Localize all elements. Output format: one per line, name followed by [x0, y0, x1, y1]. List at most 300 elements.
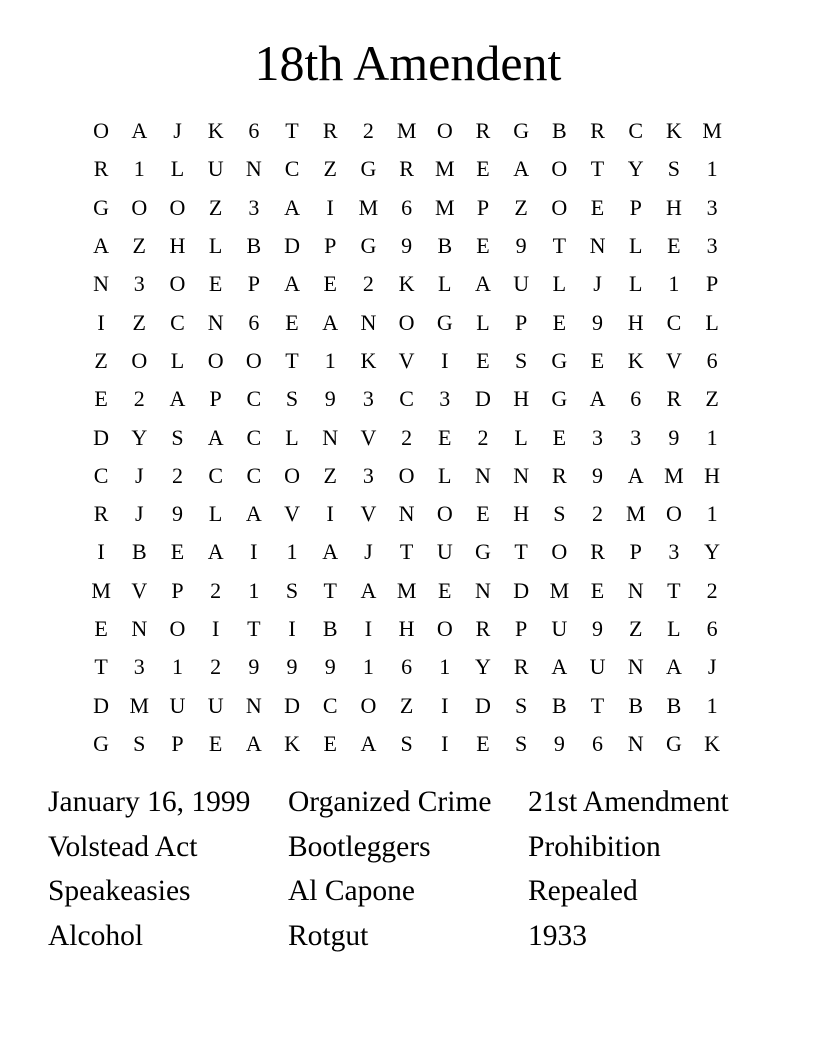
grid-letter: 1 — [439, 654, 451, 680]
grid-letter: G — [436, 309, 453, 335]
grid-letter: I — [364, 616, 373, 641]
grid-letter: 3 — [630, 424, 642, 450]
grid-letter: A — [360, 577, 377, 603]
grid-letter: J — [707, 654, 717, 680]
grid-letter: E — [170, 539, 185, 565]
grid-letter: E — [590, 194, 605, 220]
grid-letter: R — [475, 118, 491, 144]
grid-letter: O — [551, 539, 568, 565]
grid-letter: A — [245, 501, 262, 527]
grid-letter: M — [664, 462, 684, 488]
grid-letter: 2 — [362, 118, 374, 144]
grid-letter: M — [396, 577, 417, 603]
grid-letter: R — [322, 118, 338, 144]
letter-grid — [82, 112, 732, 763]
grid-letter: Z — [132, 309, 146, 335]
grid-letter: G — [360, 233, 377, 259]
grid-letter: O — [398, 462, 415, 488]
grid-letter: L — [667, 616, 681, 641]
grid-letter: P — [515, 616, 528, 641]
grid-letter: I — [441, 730, 449, 756]
grid-letter: T — [247, 616, 261, 641]
grid-letter: K — [284, 730, 300, 756]
grid-letter: 9 — [286, 654, 298, 680]
grid-letter: A — [169, 386, 186, 412]
grid-letter: A — [284, 194, 300, 220]
grid-letter: B — [552, 692, 567, 718]
grid-letter: D — [93, 424, 110, 450]
grid-letter: E — [323, 271, 337, 297]
grid-letter: P — [324, 233, 337, 259]
grid-letter: P — [476, 194, 490, 220]
grid-letter: E — [94, 616, 108, 641]
grid-letter: S — [171, 424, 184, 450]
grid-letter: Y — [475, 654, 491, 680]
grid-letter: P — [209, 386, 222, 412]
word-bank-item: 21st Amendment — [528, 786, 729, 818]
grid-letter: T — [285, 118, 299, 144]
grid-letter: P — [629, 194, 642, 220]
grid-letter: 9 — [553, 730, 565, 756]
grid-letter: C — [246, 424, 262, 450]
grid-letter: L — [552, 271, 567, 297]
word-bank-item: Prohibition — [528, 830, 661, 863]
grid-letter: A — [131, 118, 148, 144]
grid-letter: 3 — [706, 194, 718, 220]
grid-letter: H — [398, 616, 415, 641]
grid-letter: 6 — [401, 194, 413, 220]
grid-letter: Y — [131, 424, 148, 450]
grid-letter: 1 — [324, 347, 336, 373]
grid-letter: 2 — [210, 654, 222, 680]
word-bank — [48, 780, 788, 958]
grid-letter: O — [551, 156, 568, 182]
grid-letter: 1 — [171, 654, 183, 680]
grid-letter: R — [399, 156, 414, 182]
grid-letter: O — [169, 271, 186, 297]
grid-letter: R — [475, 616, 491, 641]
grid-letter: 1 — [706, 692, 718, 718]
grid-row — [82, 725, 732, 763]
grid-letter: B — [628, 692, 644, 718]
grid-row — [82, 610, 732, 648]
grid-letter: L — [170, 156, 185, 182]
grid-letter: T — [552, 233, 567, 259]
grid-letter: L — [208, 501, 223, 527]
grid-letter: Z — [705, 386, 719, 412]
grid-letter: Z — [208, 194, 223, 220]
grid-letter: O — [665, 501, 682, 527]
grid-letter: 9 — [401, 233, 413, 259]
grid-letter: 3 — [362, 386, 374, 412]
grid-row — [82, 342, 732, 380]
grid-letter: A — [475, 271, 491, 297]
grid-letter: M — [435, 156, 455, 182]
grid-letter: T — [590, 692, 605, 718]
grid-letter: I — [326, 501, 334, 527]
grid-letter: Z — [323, 462, 337, 488]
grid-letter: O — [93, 118, 110, 144]
grid-letter: E — [552, 424, 567, 450]
grid-letter: O — [245, 347, 262, 373]
word-bank-item: 1933 — [528, 919, 587, 952]
grid-letter: 9 — [592, 309, 604, 335]
grid-letter: A — [589, 386, 606, 412]
grid-letter: M — [625, 501, 646, 527]
grid-row — [82, 457, 732, 495]
grid-letter: G — [475, 539, 491, 565]
grid-row — [82, 189, 732, 227]
grid-letter: G — [513, 118, 530, 144]
grid-letter: V — [360, 501, 377, 527]
grid-letter: L — [170, 347, 185, 373]
grid-letter: A — [245, 730, 262, 756]
grid-letter: Z — [132, 233, 146, 259]
grid-letter: 1 — [286, 539, 298, 565]
grid-row — [82, 303, 732, 341]
grid-letter: G — [551, 386, 568, 412]
grid-letter: T — [323, 577, 337, 603]
grid-letter: T — [285, 347, 299, 373]
grid-letter: P — [705, 271, 719, 297]
grid-letter: H — [665, 194, 682, 220]
grid-letter: C — [666, 309, 682, 335]
grid-letter: O — [360, 692, 377, 718]
grid-letter: E — [476, 156, 490, 182]
grid-letter: 6 — [592, 730, 604, 756]
grid-letter: 1 — [706, 501, 718, 527]
grid-letter: H — [169, 233, 186, 259]
grid-letter: E — [285, 309, 299, 335]
grid-letter: 2 — [592, 501, 604, 527]
grid-letter: K — [704, 730, 721, 756]
grid-row — [82, 265, 732, 303]
grid-letter: R — [93, 501, 109, 527]
grid-letter: I — [211, 616, 220, 641]
grid-row — [82, 495, 732, 533]
grid-letter: M — [358, 194, 379, 220]
grid-letter: N — [627, 654, 644, 680]
grid-letter: 3 — [706, 233, 718, 259]
grid-letter: 9 — [171, 501, 183, 527]
grid-letter: O — [284, 462, 300, 488]
grid-letter: K — [398, 271, 415, 297]
grid-letter: 2 — [401, 424, 413, 450]
grid-letter: V — [131, 577, 148, 603]
word-bank-item: Volstead Act — [48, 830, 198, 863]
grid-letter: 2 — [133, 386, 145, 412]
grid-letter: O — [169, 616, 186, 641]
grid-letter: N — [398, 501, 415, 527]
grid-letter: C — [170, 309, 185, 335]
grid-letter: N — [627, 577, 644, 603]
grid-letter: 6 — [401, 654, 413, 680]
grid-letter: O — [436, 501, 453, 527]
word-bank-item: Al Capone — [288, 875, 415, 907]
grid-letter: C — [93, 462, 109, 488]
grid-letter: M — [129, 692, 150, 718]
grid-letter: J — [135, 462, 144, 488]
grid-letter: L — [705, 309, 719, 335]
grid-row — [82, 533, 732, 571]
grid-letter: 6 — [248, 118, 260, 144]
grid-letter: R — [666, 386, 682, 412]
grid-letter: N — [627, 730, 644, 756]
grid-letter: B — [666, 692, 682, 718]
grid-letter: A — [360, 730, 377, 756]
grid-letter: L — [438, 462, 452, 488]
grid-letter: E — [552, 309, 567, 335]
grid-letter: R — [590, 118, 605, 144]
grid-letter: P — [629, 539, 642, 565]
grid-letter: H — [513, 501, 530, 527]
grid-letter: E — [476, 233, 490, 259]
grid-letter: S — [515, 730, 528, 756]
grid-letter: H — [627, 309, 644, 335]
word-bank-item: Organized Crime — [288, 786, 492, 818]
grid-letter: 6 — [706, 616, 718, 641]
grid-letter: N — [360, 309, 377, 335]
grid-letter: 6 — [706, 347, 718, 373]
grid-letter: D — [284, 692, 300, 718]
grid-letter: M — [396, 118, 417, 144]
grid-letter: U — [169, 692, 186, 718]
grid-letter: O — [207, 347, 224, 373]
word-bank-item: Rotgut — [288, 919, 369, 952]
grid-letter: N — [245, 692, 262, 718]
grid-letter: N — [207, 309, 224, 335]
grid-letter: U — [589, 654, 606, 680]
grid-letter: B — [437, 233, 453, 259]
grid-letter: O — [398, 309, 415, 335]
grid-letter: A — [322, 309, 339, 335]
grid-letter: 1 — [248, 577, 260, 603]
grid-letter: D — [93, 692, 110, 718]
grid-letter: S — [515, 692, 528, 718]
grid-letter: A — [93, 233, 110, 259]
grid-letter: Z — [514, 194, 528, 220]
grid-letter: A — [322, 539, 339, 565]
grid-letter: E — [438, 424, 452, 450]
grid-letter: E — [590, 577, 605, 603]
grid-letter: Z — [94, 347, 108, 373]
grid-letter: A — [627, 462, 644, 488]
grid-letter: E — [476, 501, 490, 527]
grid-letter: 3 — [133, 654, 145, 680]
grid-letter: E — [667, 233, 681, 259]
grid-letter: R — [590, 539, 605, 565]
grid-letter: T — [94, 654, 108, 680]
grid-letter: A — [551, 654, 568, 680]
grid-letter: P — [171, 577, 184, 603]
grid-letter: L — [628, 271, 643, 297]
grid-letter: 2 — [171, 462, 183, 488]
word-bank-item: Bootleggers — [288, 830, 431, 863]
grid-letter: E — [590, 347, 605, 373]
grid-letter: C — [246, 462, 262, 488]
grid-letter: A — [513, 156, 530, 182]
grid-letter: B — [552, 118, 567, 144]
grid-letter: E — [323, 730, 337, 756]
grid-letter: J — [364, 539, 373, 565]
grid-letter: E — [438, 577, 452, 603]
grid-letter: S — [285, 577, 299, 603]
grid-letter: O — [436, 616, 453, 641]
grid-letter: S — [133, 730, 146, 756]
grid-letter: 3 — [439, 386, 451, 412]
grid-letter: B — [322, 616, 338, 641]
grid-row — [82, 686, 732, 724]
grid-letter: K — [665, 118, 682, 144]
grid-letter: J — [593, 271, 602, 297]
grid-row — [82, 227, 732, 265]
grid-letter: 9 — [592, 462, 604, 488]
grid-letter: K — [360, 347, 377, 373]
grid-letter: R — [513, 654, 529, 680]
grid-letter: J — [135, 501, 144, 527]
grid-letter: 1 — [668, 271, 680, 297]
grid-letter: E — [208, 271, 223, 297]
grid-letter: O — [169, 194, 186, 220]
grid-letter: H — [513, 386, 530, 412]
grid-letter: P — [515, 309, 528, 335]
grid-letter: V — [284, 501, 300, 527]
grid-letter: Z — [323, 156, 337, 182]
grid-letter: P — [171, 730, 184, 756]
grid-letter: I — [288, 616, 296, 641]
grid-letter: N — [513, 462, 530, 488]
grid-letter: M — [435, 194, 455, 220]
grid-letter: L — [476, 309, 490, 335]
grid-letter: U — [436, 539, 453, 565]
grid-letter: J — [173, 118, 182, 144]
grid-letter: S — [400, 730, 413, 756]
grid-letter: H — [704, 462, 721, 488]
grid-row — [82, 418, 732, 456]
grid-letter: 1 — [133, 156, 145, 182]
grid-letter: V — [360, 424, 377, 450]
grid-letter: S — [667, 156, 681, 182]
grid-letter: O — [131, 194, 148, 220]
grid-letter: C — [322, 692, 338, 718]
grid-letter: D — [284, 233, 300, 259]
grid-letter: I — [97, 539, 105, 565]
grid-letter: 6 — [248, 309, 260, 335]
grid-letter: 2 — [210, 577, 222, 603]
grid-letter: 2 — [362, 271, 374, 297]
grid-letter: L — [438, 271, 452, 297]
grid-letter: O — [131, 347, 148, 373]
grid-letter: S — [515, 347, 528, 373]
grid-letter: G — [360, 156, 377, 182]
grid-letter: G — [665, 730, 682, 756]
grid-row — [82, 150, 732, 188]
grid-letter: 9 — [592, 616, 604, 641]
grid-letter: E — [476, 730, 490, 756]
grid-letter: N — [245, 156, 262, 182]
grid-letter: S — [553, 501, 566, 527]
word-bank-item: Alcohol — [48, 919, 144, 952]
grid-letter: B — [246, 233, 262, 259]
grid-letter: O — [436, 118, 453, 144]
grid-letter: V — [398, 347, 415, 373]
grid-letter: G — [551, 347, 568, 373]
grid-letter: R — [93, 156, 109, 182]
grid-letter: 1 — [706, 156, 718, 182]
grid-letter: 9 — [324, 386, 336, 412]
grid-letter: M — [702, 118, 722, 144]
grid-letter: A — [207, 424, 224, 450]
grid-letter: 2 — [477, 424, 489, 450]
grid-letter: 9 — [324, 654, 336, 680]
grid-letter: Y — [704, 539, 721, 565]
grid-letter: N — [131, 616, 148, 641]
grid-letter: U — [207, 156, 224, 182]
grid-letter: 3 — [362, 462, 374, 488]
grid-letter: D — [475, 692, 491, 718]
grid-letter: A — [284, 271, 300, 297]
grid-letter: T — [514, 539, 528, 565]
grid-letter: L — [208, 233, 223, 259]
grid-letter: A — [665, 654, 682, 680]
grid-letter: T — [667, 577, 681, 603]
grid-letter: E — [94, 386, 108, 412]
grid-letter: C — [246, 386, 262, 412]
grid-letter: N — [475, 577, 491, 603]
grid-letter: K — [207, 118, 224, 144]
grid-letter: M — [549, 577, 570, 603]
grid-letter: R — [552, 462, 567, 488]
word-bank-item: Repealed — [528, 875, 638, 907]
grid-letter: Z — [628, 616, 643, 641]
grid-letter: Y — [627, 156, 644, 182]
grid-letter: T — [590, 156, 605, 182]
grid-letter: S — [285, 386, 299, 412]
grid-letter: N — [93, 271, 110, 297]
grid-letter: I — [97, 309, 105, 335]
grid-letter: C — [284, 156, 300, 182]
grid-letter: P — [247, 271, 260, 297]
grid-letter: I — [441, 347, 449, 373]
grid-row — [82, 112, 732, 150]
word-bank-item: Speakeasies — [48, 875, 191, 907]
grid-letter: I — [250, 539, 258, 565]
grid-letter: V — [665, 347, 682, 373]
grid-letter: 3 — [133, 271, 145, 297]
grid-row — [82, 648, 732, 686]
grid-row — [82, 572, 732, 610]
grid-letter: L — [514, 424, 528, 450]
grid-letter: I — [326, 194, 334, 220]
grid-letter: D — [475, 386, 491, 412]
grid-letter: D — [513, 577, 530, 603]
grid-letter: G — [93, 194, 110, 220]
grid-letter: 2 — [706, 577, 718, 603]
grid-letter: A — [207, 539, 224, 565]
grid-letter: 9 — [248, 654, 260, 680]
grid-letter: C — [399, 386, 414, 412]
grid-letter: C — [628, 118, 644, 144]
grid-letter: E — [476, 347, 490, 373]
grid-letter: G — [93, 730, 110, 756]
grid-letter: 3 — [248, 194, 260, 220]
grid-letter: N — [589, 233, 606, 259]
grid-letter: U — [513, 271, 530, 297]
grid-letter: O — [551, 194, 568, 220]
grid-letter: 3 — [668, 539, 680, 565]
grid-letter: Z — [399, 692, 414, 718]
grid-letter: L — [628, 233, 643, 259]
